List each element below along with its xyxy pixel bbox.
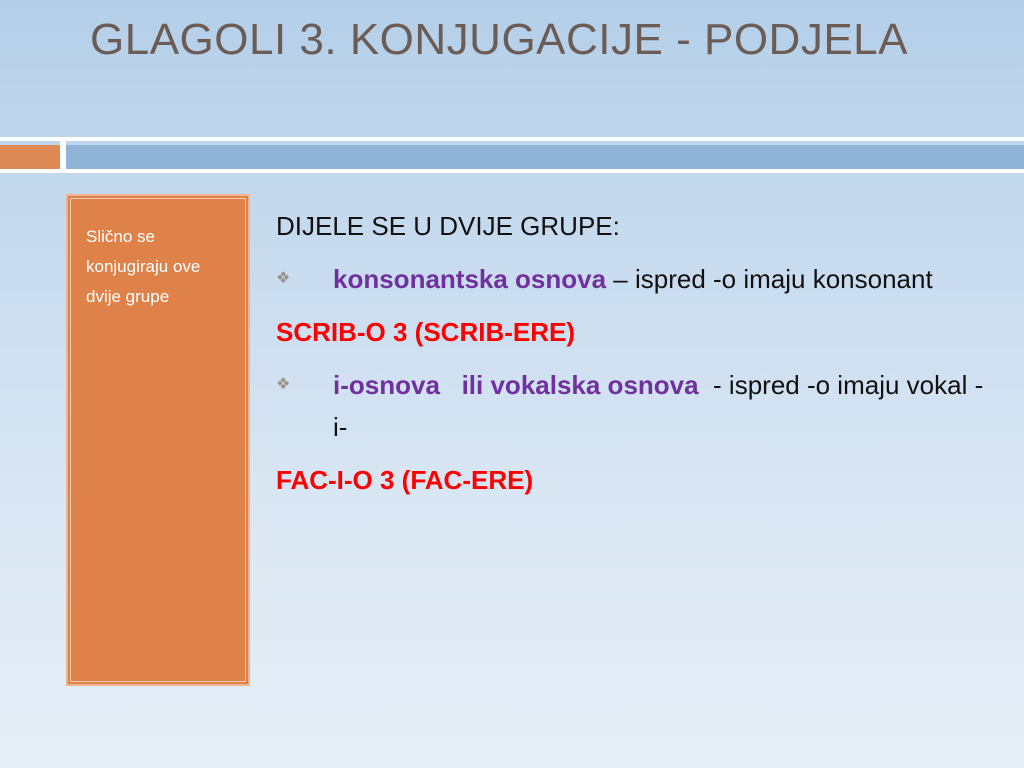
- sidebar-note-text: Slično se konjugiraju ove dvije grupe: [86, 227, 201, 306]
- example-facio: FAC-I-O 3 (FAC-ERE): [276, 465, 534, 495]
- title-divider-top: [0, 137, 1024, 141]
- diamond-bullet-icon: ❖: [276, 376, 291, 393]
- content-heading: DIJELE SE U DVIJE GRUPE:: [276, 211, 620, 241]
- bullet-description: - ispred -o imaju vokal -i-: [333, 370, 984, 442]
- title-divider-orange-accent: [0, 145, 60, 169]
- bullet-item-i-osnova: [276, 364, 996, 448]
- bullet-term: konsonantska osnova: [333, 264, 607, 294]
- bullet-term: i-osnova ili vokalska osnova: [333, 370, 699, 400]
- slide-content: [276, 206, 996, 512]
- diamond-bullet-icon: ❖: [276, 270, 291, 287]
- slide-title: GLAGOLI 3. KONJUGACIJE - PODJELA: [90, 15, 908, 64]
- sidebar-note-box: [66, 194, 250, 686]
- title-divider-blue-bar: [66, 145, 1024, 169]
- bullet-item-konsonantska: [276, 258, 996, 300]
- bullet-description: – ispred -o imaju konsonant: [606, 264, 933, 294]
- example-scribo: SCRIB-O 3 (SCRIB-ERE): [276, 317, 576, 347]
- title-divider-bottom: [0, 169, 1024, 173]
